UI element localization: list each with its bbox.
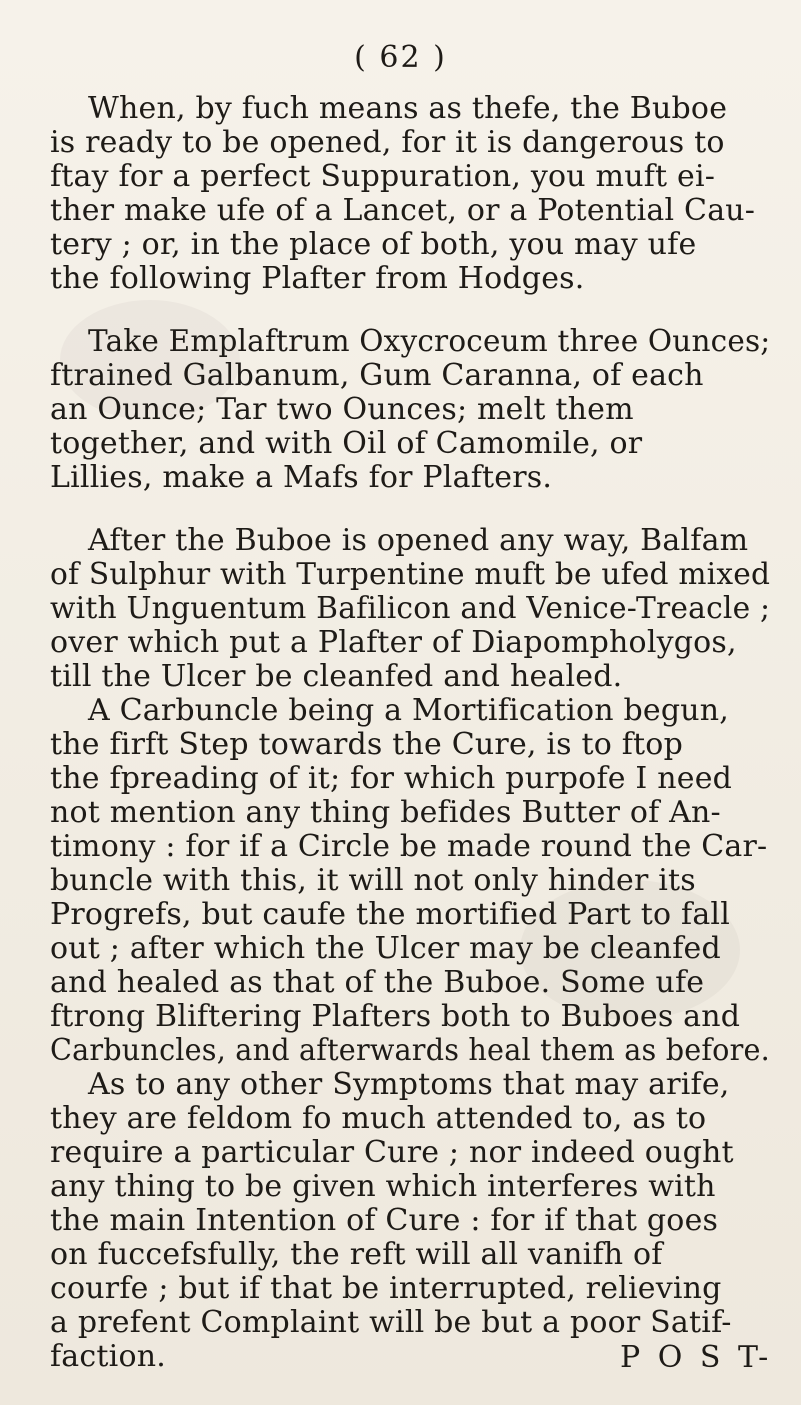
text-line: of Sulphur with Turpentine muft be ufed mixed <box>50 557 771 592</box>
text-line: the following Plafter from Hodges. <box>50 261 585 296</box>
text-line: Carbuncles, and afterwards heal them as before. <box>50 1033 770 1068</box>
text-line: After the Buboe is opened any way, Balfam <box>88 523 749 558</box>
text-line: they are feldom fo much attended to, as to <box>50 1101 707 1136</box>
text-line: Lillies, make a Mafs for Plafters. <box>50 460 553 495</box>
text-line: an Ounce; Tar two Ounces; melt them <box>50 392 634 427</box>
text-line: Progrefs, but caufe the mortified Part to fall <box>50 897 731 932</box>
text-line: till the Ulcer be cleanfed and healed. <box>50 659 623 694</box>
text-line: is ready to be opened, for it is dangerous to <box>50 125 725 160</box>
text-line: ther make ufe of a Lancet, or a Potential Cau- <box>50 193 756 228</box>
text-line: over which put a Plafter of Diapompholygos, <box>50 625 737 660</box>
text-line: together, and with Oil of Camomile, or <box>50 426 643 461</box>
text-line: any thing to be given which interferes with <box>50 1169 716 1204</box>
text-line: with Unguentum Bafilicon and Venice-Treacle ; <box>50 591 771 626</box>
text-line: the fpreading of it; for which purpofe I need <box>50 761 733 796</box>
text-line: on fuccefsfully, the reft will all vanifh of <box>50 1237 663 1272</box>
catchword: P O S T- <box>620 1340 773 1375</box>
text-line: out ; after which the Ulcer may be cleanfed <box>50 931 721 966</box>
text-line: ftay for a perfect Suppuration, you muft ei- <box>50 159 716 194</box>
page-number: ( 62 ) <box>354 40 447 75</box>
text-line: ftrained Galbanum, Gum Caranna, of each <box>50 358 704 393</box>
text-line: timony : for if a Circle be made round the Car- <box>50 829 768 864</box>
text-line: tery ; or, in the place of both, you may ufe <box>50 227 697 262</box>
text-line: and healed as that of the Buboe. Some ufe <box>50 965 705 1000</box>
text-line: Take Emplaftrum Oxycroceum three Ounces; <box>88 324 771 359</box>
text-line: When, by fuch means as thefe, the Buboe <box>88 91 728 126</box>
text-line: courfe ; but if that be interrupted, relieving <box>50 1271 722 1306</box>
text-line: ftrong Bliftering Plafters both to Buboes and <box>50 999 741 1034</box>
text-line: require a particular Cure ; nor indeed ought <box>50 1135 734 1170</box>
text-line: A Carbuncle being a Mortification begun, <box>88 693 730 728</box>
text-line: not mention any thing befides Butter of An- <box>50 795 721 830</box>
text-line: a prefent Complaint will be but a poor Satif- <box>50 1305 732 1340</box>
text-line: faction. <box>50 1339 166 1374</box>
text-line: buncle with this, it will not only hinder its <box>50 863 696 898</box>
text-line: the firft Step towards the Cure, is to ftop <box>50 727 683 762</box>
text-line: the main Intention of Cure : for if that goes <box>50 1203 719 1238</box>
text-line: As to any other Symptoms that may arife, <box>88 1067 730 1102</box>
